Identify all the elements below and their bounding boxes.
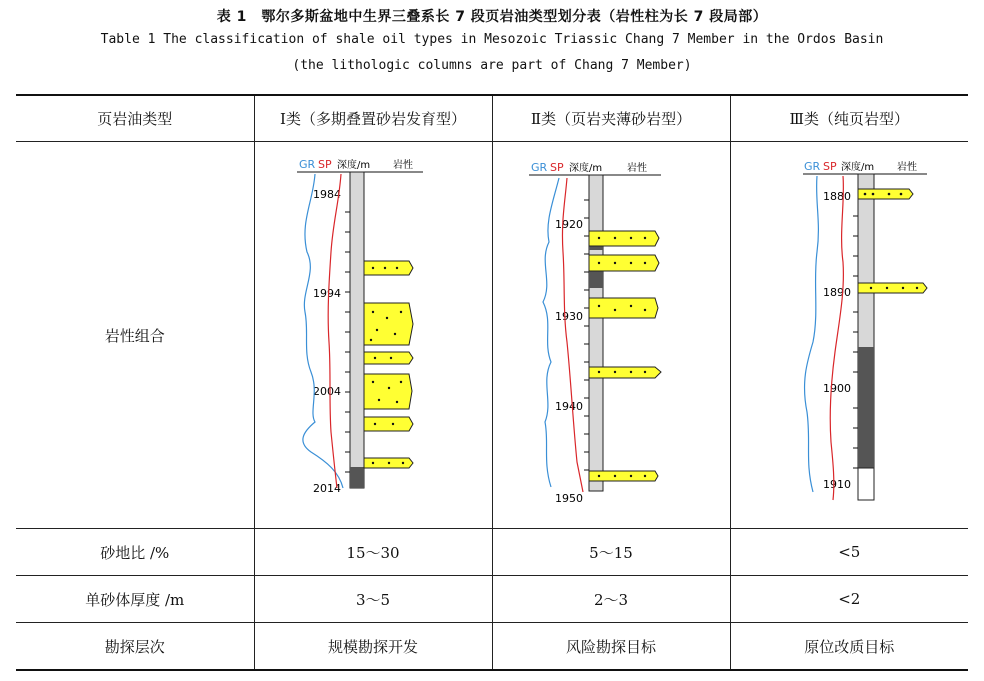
- sp-label: SP: [550, 161, 564, 174]
- table-cell: 规模勘探开发: [254, 623, 492, 671]
- depth-ticks: [345, 212, 350, 472]
- table-cell: <2: [730, 576, 968, 623]
- gr-curve: [805, 176, 819, 492]
- lithology-column: [350, 172, 364, 488]
- table-caption-zh: 表 1 鄂尔多斯盆地中生界三叠系长 7 段页岩油类型划分表（岩性柱为长 7 段局部）: [216, 9, 768, 25]
- lithology-label: 岩性: [393, 160, 413, 171]
- table-cell: 风险勘探目标: [492, 623, 730, 671]
- log-header: [803, 160, 927, 174]
- row-label: 勘探层次: [16, 623, 254, 671]
- sand-dots: [370, 267, 404, 464]
- depth-tick-label: 1940: [555, 400, 583, 413]
- dark-shale-interval: [350, 467, 364, 488]
- log-column-type3: [731, 142, 967, 524]
- depth-tick-label: 1880: [823, 190, 852, 203]
- classification-table: [16, 94, 968, 671]
- row-label: 砂地比 /%: [16, 529, 254, 576]
- table-caption-en: Table 1 The classification of shale oil types in Mesozoic Triassic Chang 7 Member in the Ordos Basin: [100, 32, 884, 47]
- table-cell: 2～3: [492, 576, 730, 623]
- depth-tick-label: 1920: [555, 218, 583, 231]
- header-cell: Ⅲ类（纯页岩型）: [730, 95, 968, 142]
- log-column-type2: [493, 142, 729, 524]
- sp-label: SP: [318, 158, 332, 171]
- depth-ticks: [584, 200, 589, 470]
- depth-label: 深度/m: [841, 162, 875, 173]
- sp-label: SP: [823, 160, 837, 173]
- depth-tick-label: 1984: [313, 188, 341, 201]
- table-cell: 3～5: [254, 576, 492, 623]
- sandstone-layer: [364, 261, 413, 275]
- header-cell: Ⅱ类（页岩夹薄砂岩型）: [492, 95, 730, 142]
- depth-tick-label: 1910: [823, 478, 852, 491]
- sandstone-layer: [364, 352, 413, 364]
- sp-curve: [328, 174, 341, 488]
- depth-tick-label: 1900: [823, 382, 852, 395]
- table-row: [16, 529, 968, 576]
- light-interval: [858, 468, 874, 500]
- depth-tick-label: 2004: [313, 385, 341, 398]
- sandstone-layer: [589, 298, 658, 318]
- header-cell: 页岩油类型: [16, 95, 254, 142]
- gr-label: GR: [804, 160, 821, 173]
- sand-dots: [598, 237, 646, 477]
- table-cell: 15～30: [254, 529, 492, 576]
- lithology-label: 岩性: [897, 162, 918, 173]
- sandstone-layer: [364, 303, 413, 345]
- log-header: [529, 161, 661, 175]
- row-label: 单砂体厚度 /m: [16, 576, 254, 623]
- depth-tick-label: 1890: [823, 286, 852, 299]
- depth-label: 深度/m: [569, 163, 603, 174]
- table-row: [16, 623, 968, 671]
- lithology-cell-type2: [492, 142, 730, 529]
- sandstone-layer: [364, 417, 413, 431]
- log-column-type1: [255, 142, 491, 524]
- depth-ticks: [853, 216, 858, 468]
- lithology-label: 岩性: [627, 163, 647, 174]
- log-header: [297, 158, 423, 172]
- table-cell: 原位改质目标: [730, 623, 968, 671]
- header-row: [16, 95, 968, 142]
- depth-label: 深度/m: [337, 160, 371, 171]
- lithology-cell-type3: [730, 142, 968, 529]
- depth-tick-label: 1950: [555, 492, 583, 505]
- dark-shale-interval: [858, 347, 874, 468]
- gr-curve: [303, 174, 343, 488]
- lithology-column: [589, 175, 603, 491]
- gr-label: GR: [299, 158, 316, 171]
- sandstone-layer: [364, 374, 412, 409]
- table-caption-en-note: (the lithologic columns are part of Chang 7 Member): [292, 58, 692, 73]
- lithology-row: [16, 142, 968, 529]
- lithology-cell-type1: [254, 142, 492, 529]
- sp-curve: [830, 176, 843, 500]
- depth-tick-label: 2014: [313, 482, 341, 495]
- table-cell: 5～15: [492, 529, 730, 576]
- depth-tick-label: 1930: [555, 310, 583, 323]
- table-cell: <5: [730, 529, 968, 576]
- header-cell: Ⅰ类（多期叠置砂岩发育型）: [254, 95, 492, 142]
- table-row: [16, 576, 968, 623]
- row-label: 岩性组合: [16, 142, 254, 529]
- depth-tick-label: 1994: [313, 287, 341, 300]
- gr-label: GR: [531, 161, 548, 174]
